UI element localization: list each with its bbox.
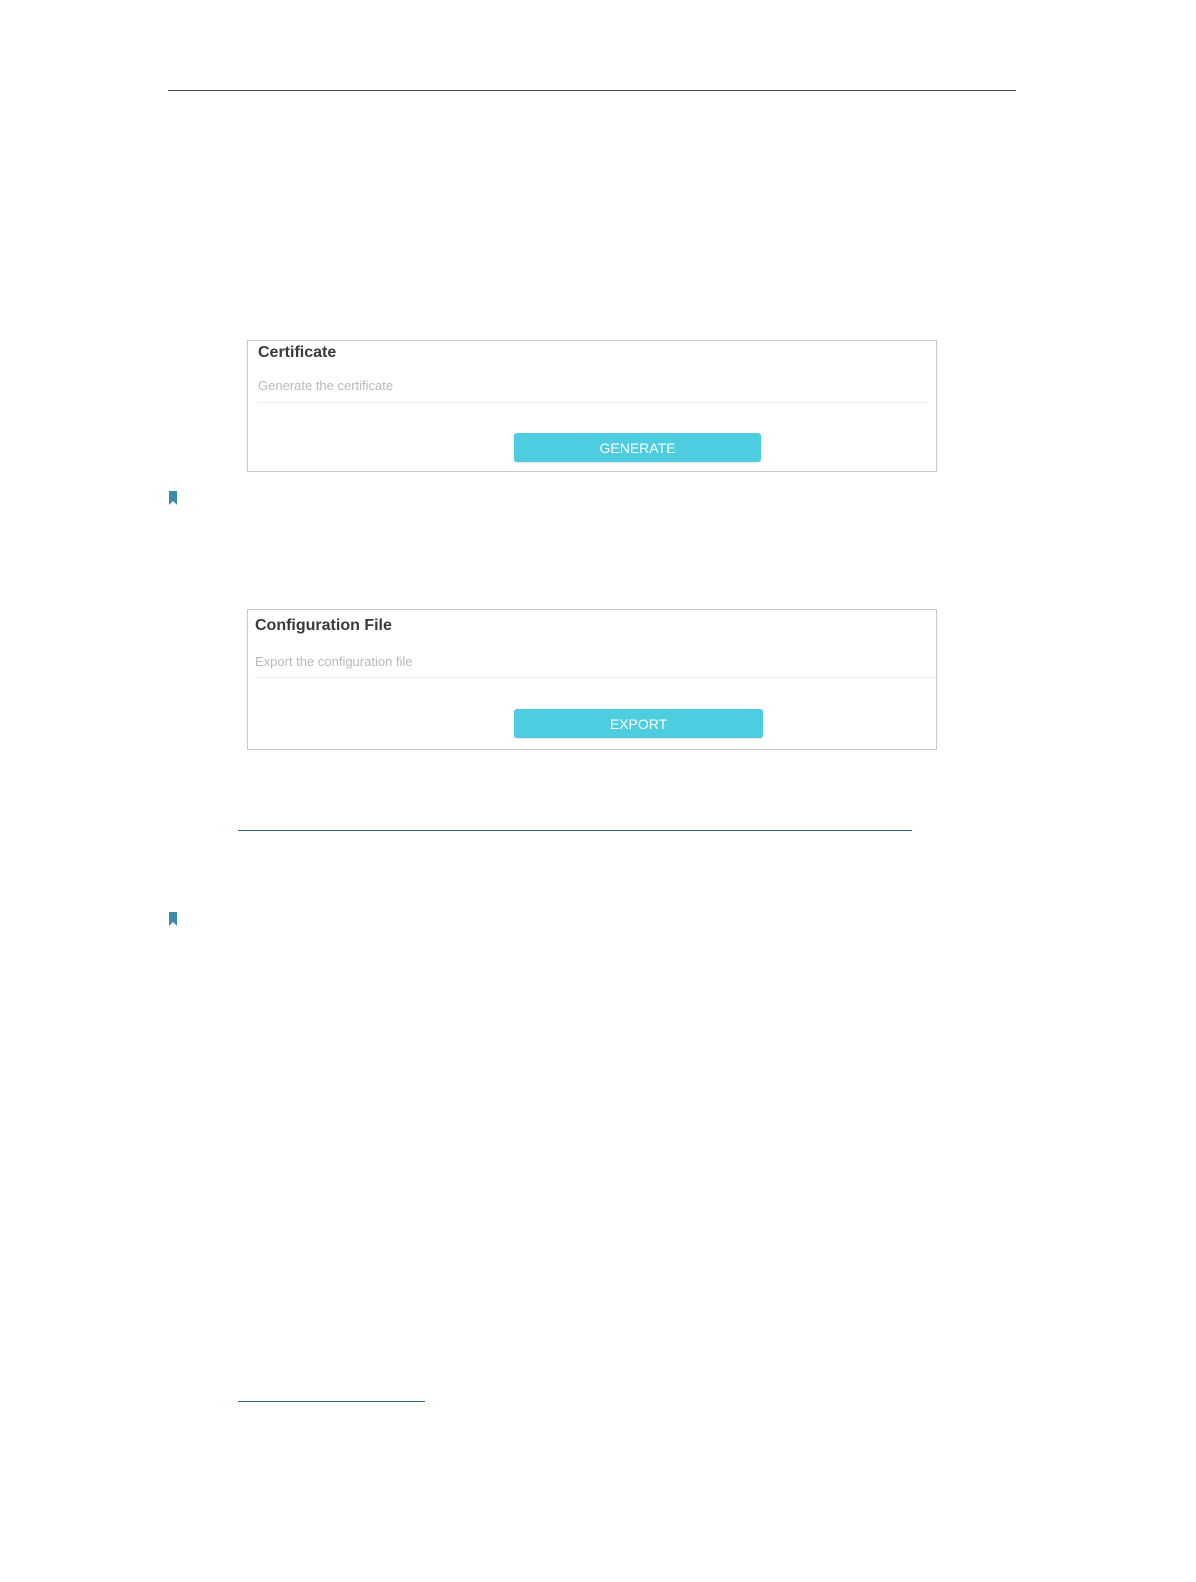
generate-button[interactable]: GENERATE [514, 433, 761, 462]
certificate-description: Generate the certificate [258, 378, 394, 393]
configuration-file-title: Configuration File [255, 617, 392, 634]
certificate-title: Certificate [258, 344, 337, 361]
link-underline[interactable] [238, 1401, 425, 1402]
configuration-file-divider [255, 677, 936, 678]
configuration-file-panel [247, 609, 937, 750]
link-underline[interactable] [238, 830, 912, 831]
bookmark-icon [169, 491, 177, 505]
export-button[interactable]: EXPORT [514, 709, 763, 738]
header-rule [168, 90, 1016, 91]
configuration-file-description: Export the configuration file [255, 654, 413, 669]
certificate-divider [258, 402, 928, 403]
bookmark-icon [169, 912, 177, 926]
certificate-panel [247, 340, 937, 472]
